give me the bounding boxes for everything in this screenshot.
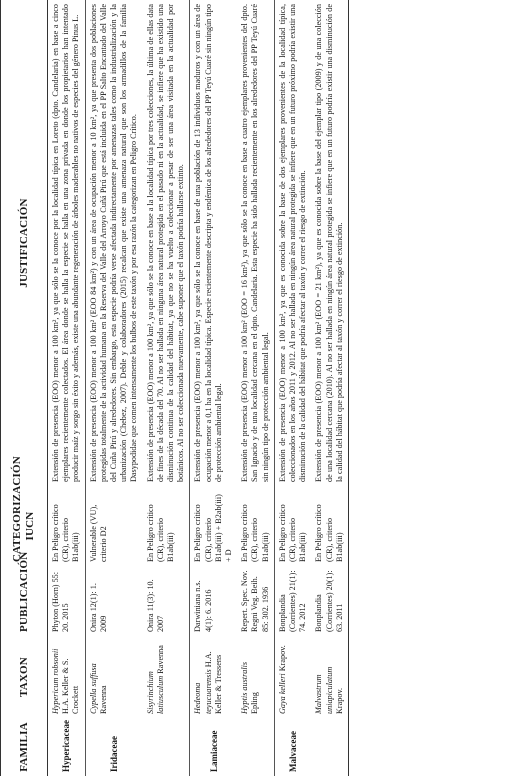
category-cell: En Peligro crítico (CR), criterio B1ab(iii) (311, 486, 348, 566)
family-cell: Lamiaceae (190, 718, 237, 776)
family-cell (311, 718, 348, 776)
species-author: H.A. Keller & S. Crockett (61, 658, 81, 714)
family-cell: Hypericaceae (61, 720, 72, 772)
species-name: Cypella suffusa (88, 663, 98, 714)
category-cell: En Peligro crítico (CR), criterio B1ab(iii) (274, 486, 311, 566)
taxon-cell (143, 636, 190, 718)
category-cell: Vulnerable (VU), criterio D2 (85, 486, 143, 566)
species-author: Ravenna (155, 645, 165, 674)
taxon-cell (190, 636, 237, 718)
species-author: Krapov. (277, 645, 287, 672)
justification-cell: Extensión de presencia (EOO) menor a 100 km² (EOO 84 km²) y con un área de ocupación menor a 10 km², ya que presenta dos poblaciones protegidas totalmente de la actividad humana en la Reserva del Valle del Arroyo Cuñá Pirú que está incluida en el PP Salto Encantado del Valle del Cuña Pirú y alrededores. Sin embargo, esta especie podría verse afectada indirectamente por amenazas tales como la industrialización y la urbanización (Chebez, 2007). Deble y colaboradores (2015) recalcan que existe una amenaza natural que son los armadillos de la familia Dasypodidae que comen intensamente los bulbos de este taxón y por esa razón la categorizan en Peligro Crítico. (85, 0, 143, 486)
taxon-cell (85, 636, 143, 718)
justification-cell: Extensión de presencia (EOO) menor a 100 km², ya que sólo se la conoce por la localidad típica en Loreto (dpto. Candelaria) en base a cinco ejemplares recientemente colectados. El área donde se halla la especie se halla en una zona privada en donde los propietarios han intentado producir maíz y sorgo sin éxito y además, existe una abundante regeneración de árboles maderables no nativos de especies del género Pinus L. (51, 4, 81, 482)
family-cell: Iridaceae (85, 718, 143, 776)
species-name: Malvastrum uniapiculatum (314, 666, 334, 714)
justification-cell: Extensión de presencia (EOO) menor a 100 km² (EOO = 21 km²), ya que es conocida sobre la base del ejemplar tipo (2009) y de una colección de una localidad cercana (2010). Al no ser hallada en ningún área natural protegida se infiere que en un futuro podría existir una disminución de la calidad del hábitat que podría afectar al taxón y correr el riesgo de extinción. (311, 0, 348, 486)
justification-cell: Extensión de presencia (EOO) menor a 100 km², ya que sólo se la conoce en base a la localidad típica por tres colecciones, la última de ellas data de fines de la década del 70. Al no ser hallada en ninguna área natural protegida en el pasado ni en la actualidad, se infiere que ha existido una disminución continua de la calidad del hábitat, ya que no se ha vuelto a coleccionar a pesar de ser una área visitada en la actualidad por botánicos. Al no ser coleccionada nuevamente, cabe suponer que el taxón podría hallarse extinto. (145, 4, 186, 482)
header-publicacion: PUBLICACIÓN (1, 566, 48, 636)
species-author: Krapov. (334, 687, 344, 714)
table-row (48, 0, 86, 776)
category-cell: En Peligro crítico (CR), criterio B1ab(iii) (240, 504, 270, 562)
taxon-cell (311, 636, 348, 718)
publication-cell: Darwiniana n.s. 4(1): 6. 2016 (190, 566, 237, 636)
species-author: Epling (250, 692, 260, 714)
publication-cell: Bonplandia (Corrientes) 21(1): 74. 2012 (274, 566, 311, 636)
category-cell: En Peligro crítico (CR), criterio B1ab(iii) + B2ab(iii) + D (190, 486, 237, 566)
publication-cell: Onira 12(1): 1. 2009 (85, 566, 143, 636)
publication-cell: Repert. Spec. Nov. Regni Veg. Beih. 85: 302. 1936 (240, 570, 270, 632)
species-name: Hyptis australis (240, 661, 250, 714)
table-row (311, 0, 348, 776)
species-name: Hypericum robsonii (51, 648, 60, 714)
table-row (143, 0, 190, 776)
species-author: Ravenna (98, 685, 108, 714)
justification-cell: Extensión de presencia (EOO) menor a 100 km², ya que sólo se la conoce en base de una población de 13 individuos maduros y con un área de ocupación menor a 0,1 ha en la localidad típica. Especie recientemente descripta y endémica de los alrededores del PP Teyú Cuaré sin ningún tipo de protección ambiental legal. (190, 0, 237, 486)
table-row (274, 0, 311, 776)
species-name: Hedeoma teyucuarensis (193, 669, 213, 714)
table-header (1, 0, 48, 776)
publication-cell: Onira 11(3): 10. 2007 (145, 579, 165, 632)
table-row (85, 0, 143, 776)
justification-cell: Extensión de presencia (EOO) menor a 100 km², ya que es conocida sobre la base de dos ejemplares provenientes de la localidad típica, coleccionados en los años 2011 y 2012. Al no ser hallada en ningún área natural protegida se infiere que en un futuro próximo podría existir una disminución de la calidad del hábitat que podría afectar al taxón y correr el riesgo de extinción. (274, 0, 311, 486)
taxon-cell (237, 636, 274, 718)
family-cell (143, 718, 190, 776)
table-row (190, 0, 237, 776)
taxon-cell (48, 636, 86, 718)
family-cell (237, 718, 274, 776)
table-row (237, 0, 274, 776)
family-cell: Malvaceae (274, 718, 311, 776)
table-body (48, 0, 349, 776)
header-categorizacion: CATEGORIZACIÓN IUCN (1, 486, 48, 566)
taxon-cell (274, 636, 311, 718)
category-cell: En Peligro crítico (CR), criterio B1ab(iii) (145, 504, 176, 562)
publication-cell: Bonplandia (Corrientes) 20(1): 63. 2011 (311, 566, 348, 636)
publication-cell: Phyton (Horn) 55: 20. 2015 (51, 571, 71, 632)
justification-cell: Extensión de presencia (EOO) menor a 100 km² (EOO = 16 km²), ya que sólo se la conoce en base a cuatro ejemplares provenientes del dpto. San Ignacio y de una localidad cercana en el dpto. Candelaria. Esta especie ha sido hallada recientemente en los alrededores del PP Teyú Cuaré sin ningún tipo de protección ambiental legal. (240, 4, 270, 482)
header-taxon: TAXON (1, 636, 48, 718)
species-name: Gaya kelleri (277, 673, 287, 714)
category-cell: En Peligro crítico (CR), criterio B1ab(iii) (51, 504, 81, 562)
species-author: H.A. Keller & Tressens (203, 651, 223, 714)
header-familia: FAMILIA (1, 718, 48, 776)
species-name: Sisyrinchium latiusculum (145, 671, 165, 714)
header-justificacion: JUSTIFICACIÓN (1, 0, 48, 486)
